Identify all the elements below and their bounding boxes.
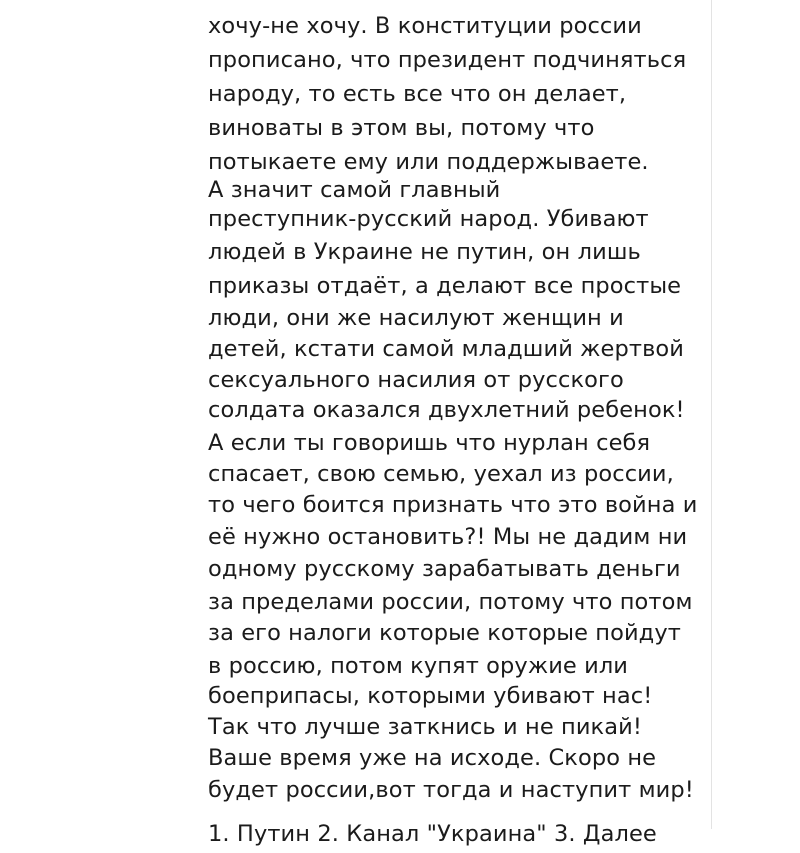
caption-line: прописано, что президент подчиняться bbox=[208, 47, 687, 73]
caption-partial-bottom-line: 1. Путин 2. Канал "Украина" 3. Далее bbox=[208, 821, 657, 847]
caption-line: будет россии,вот тогда и наступит мир! bbox=[208, 777, 694, 803]
caption-line: преступник-русский народ. Убивают bbox=[208, 206, 649, 232]
caption-line: А если ты говоришь что нурлан себя bbox=[208, 430, 651, 456]
caption-line: солдата оказался двухлетний ребенок! bbox=[208, 397, 685, 423]
caption-line: детей, кстати самой младший жертвой bbox=[208, 336, 685, 362]
caption-line: А значит самой главный bbox=[208, 177, 501, 203]
caption-line: приказы отдаёт, а делают все простые bbox=[208, 273, 682, 299]
caption-line: её нужно остановить?! Мы не дадим ни bbox=[208, 524, 688, 550]
right-divider bbox=[711, 0, 712, 829]
caption-line: боеприпасы, которыми убивают нас! bbox=[208, 683, 653, 709]
caption-line: люди, они же насилуют женщин и bbox=[208, 305, 624, 331]
caption-line: сексуального насилия от русского bbox=[208, 367, 624, 393]
caption-line: виноваты в этом вы, потому что bbox=[208, 115, 595, 141]
caption-line: потыкаете ему или поддержываете. bbox=[208, 149, 649, 175]
caption-line: за его налоги которые которые пойдут bbox=[208, 620, 681, 646]
caption-line: Ваше время уже на исходе. Скоро не bbox=[208, 745, 657, 771]
caption-line: спасает, свою семью, уехал из россии, bbox=[208, 461, 674, 487]
caption-line: за пределами россии, потому что потом bbox=[208, 589, 693, 615]
caption-line: хочу-не хочу. В конституции россии bbox=[208, 13, 642, 39]
caption-line: в россию, потом купят оружие или bbox=[208, 653, 629, 679]
caption-line: народу, то есть все что он делает, bbox=[208, 81, 627, 107]
caption-line: то чего боится признать что это война и bbox=[208, 492, 698, 518]
caption-line: людей в Украине не путин, он лишь bbox=[208, 239, 641, 265]
caption-line: одному русскому зарабатывать деньги bbox=[208, 556, 681, 582]
caption-partial-top-line bbox=[208, 0, 750, 7]
caption-line: Так что лучше заткнись и не пикай! bbox=[208, 714, 642, 740]
